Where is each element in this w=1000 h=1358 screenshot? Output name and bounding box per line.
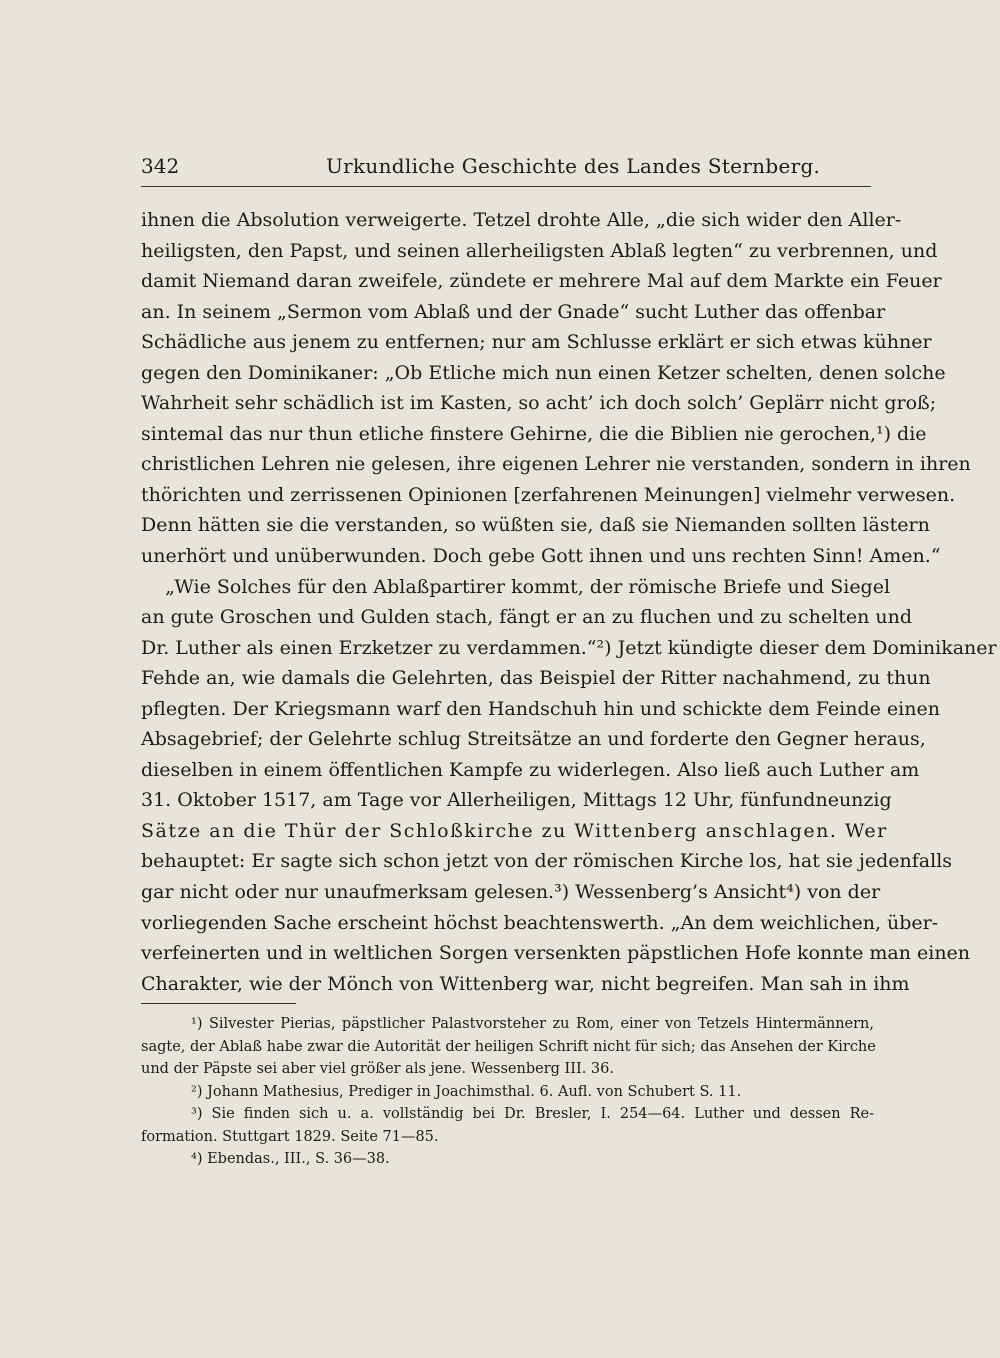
footnote-line: ²) Johann Mathesius, Prediger in Joachimsthal. 6. Aufl. von Schubert S. 11.: [191, 1083, 742, 1100]
text-line: ihnen die Absolution verweigerte. Tetzel drohte Alle, „die sich wider den Aller-: [141, 209, 902, 231]
footnotes: [141, 1013, 874, 1171]
text-line: sintemal das nur thun etliche finstere Gehirne, die die Biblien nie gerochen,¹) die: [141, 422, 927, 445]
text-line: Wahrheit sehr schädlich ist im Kasten, so acht’ ich doch solch’ Geplärr nicht groß;: [141, 392, 937, 415]
text-line: pflegten. Der Kriegsmann warf den Handschuh hin und schickte dem Feinde einen: [141, 697, 940, 720]
footnote-line: ³) Sie finden sich u. a. vollständig bei Dr. Bresler, I. 254—64. Luther und dessen Re-: [191, 1106, 874, 1122]
text-line: Charakter, wie der Mönch von Wittenberg war, nicht begreifen. Man sah in ihm: [141, 972, 910, 995]
footnote-line: und der Päpste sei aber viel größer als jene. Wessenberg III. 36.: [141, 1061, 614, 1077]
text-line: thörichten und zerrissenen Opinionen [zerfahrenen Meinungen] vielmehr verwesen.: [141, 483, 956, 506]
text-line: „Wie Solches für den Ablaßpartirer kommt, der römische Briefe und Siegel: [141, 575, 891, 598]
running-title: Urkundliche Geschichte des Landes Sternberg.: [326, 154, 821, 178]
footnote-line: sagte, der Ablaß habe zwar die Autorität der heiligen Schrift nicht für sich; das Ansehen der Kirche: [141, 1038, 876, 1055]
text-line: Sätze an die Thür der Schloßkirche zu Wittenberg anschlagen. Wer: [141, 819, 888, 842]
text-line: verfeinerten und in weltlichen Sorgen versenkten päpstlichen Hofe konnte man einen: [141, 942, 971, 965]
text-line: 31. Oktober 1517, am Tage vor Allerheiligen, Mittags 12 Uhr, fünfundneunzig: [141, 789, 892, 812]
text-line: Dr. Luther als einen Erzketzer zu verdammen.“²) Jetzt kündigte dieser dem Dominikaner: [141, 636, 997, 659]
text-line: vorliegenden Sache erscheint höchst beachtenswerth. „An dem weichlichen, über-: [141, 911, 939, 934]
page-number: 342: [141, 154, 180, 178]
text-line: Absagebrief; der Gelehrte schlug Streitsätze an und forderte den Gegner heraus,: [141, 728, 926, 751]
text-line: dieselben in einem öffentlichen Kampfe zu widerlegen. Also ließ auch Luther am: [141, 758, 920, 781]
text-line: Schädliche aus jenem zu entfernen; nur am Schlusse erklärt er sich etwas kühner: [141, 331, 932, 354]
footnote-line: ⁴) Ebendas., III., S. 36—38.: [191, 1151, 390, 1167]
text-line: unerhört und unüberwunden. Doch gebe Gott ihnen und uns rechten Sinn! Amen.“: [141, 545, 941, 568]
page-header: [141, 150, 871, 187]
text-line: an. In seinem „Sermon vom Ablaß und der Gnade“ sucht Luther das offenbar: [141, 300, 886, 323]
text-line: damit Niemand daran zweifele, zündete er mehrere Mal auf dem Markte ein Feuer: [141, 270, 942, 293]
footnote-line: ¹) Silvester Pierias, päpstlicher Palastvorsteher zu Rom, einer von Tetzels Hintermännern,: [191, 1016, 874, 1032]
text-line: an gute Groschen und Gulden stach, fängt er an zu fluchen und zu schelten und: [141, 606, 912, 629]
text-line: behauptet: Er sagte sich schon jetzt von der römischen Kirche los, hat sie jedenfalls: [141, 850, 953, 873]
body-text: [141, 205, 997, 999]
text-line: heiligsten, den Papst, und seinen allerheiligsten Ablaß legten“ zu verbrennen, und: [141, 239, 938, 262]
text-line: Denn hätten sie die verstanden, so wüßten sie, daß sie Niemanden sollten lästern: [141, 514, 930, 537]
text-line: gegen den Dominikaner: „Ob Etliche mich nun einen Ketzer schelten, denen solche: [141, 361, 946, 384]
text-line: christlichen Lehren nie gelesen, ihre eigenen Lehrer nie verstanden, sondern in ihren: [141, 453, 971, 476]
footnote-line: formation. Stuttgart 1829. Seite 71—85.: [141, 1128, 439, 1145]
footnote-divider: [141, 1003, 296, 1004]
text-line: gar nicht oder nur unaufmerksam gelesen.³) Wessenberg’s Ansicht⁴) von der: [141, 881, 881, 904]
text-line: Fehde an, wie damals die Gelehrten, das Beispiel der Ritter nachahmend, zu thun: [141, 667, 931, 690]
